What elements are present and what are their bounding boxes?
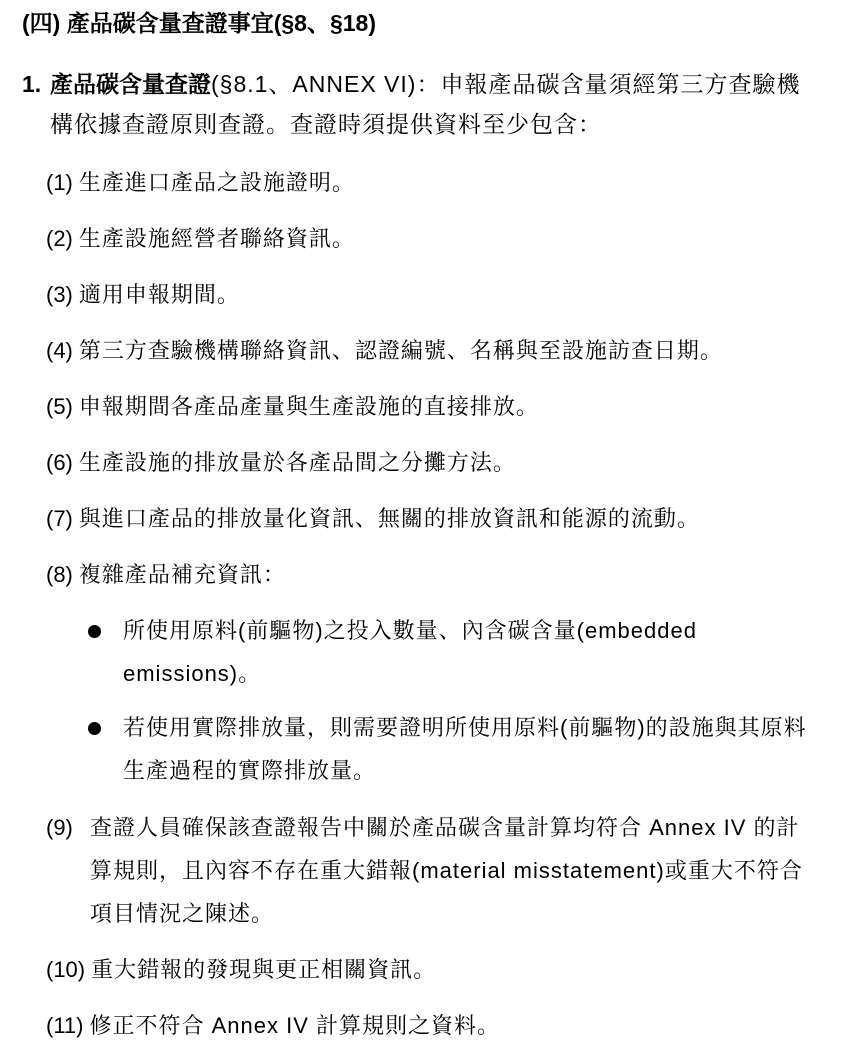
bullet-dot-icon xyxy=(88,722,101,735)
list-item-index: (7) xyxy=(46,506,73,531)
list-item-text: 適用申報期間。 xyxy=(78,282,240,307)
section-title: (四) 產品碳含量查證事宜(§8、§18) xyxy=(22,10,376,36)
list-item-index: (5) xyxy=(46,394,73,419)
subsection-number: 1. xyxy=(22,71,42,97)
bullet-item xyxy=(88,609,818,695)
list-item-index: (1) xyxy=(46,170,73,195)
list-item-index: (2) xyxy=(46,226,73,251)
list-item-text: 修正不符合 Annex IV 計算規則之資料。 xyxy=(89,1013,501,1038)
list-item xyxy=(46,806,816,935)
list-item xyxy=(46,955,436,985)
subsection-heading: 產品碳含量查證 xyxy=(50,71,211,97)
list-item-text: 申報期間各產品產量與生產設施的直接排放。 xyxy=(78,394,539,419)
list-item xyxy=(46,560,286,590)
list-item xyxy=(46,504,700,534)
list-item xyxy=(46,168,355,198)
bullet-dot-icon xyxy=(88,625,101,638)
list-item-text: 重大錯報的發現與更正相關資訊。 xyxy=(91,957,437,982)
list-item-index: (4) xyxy=(46,338,73,363)
list-item xyxy=(46,448,516,478)
list-item-text: 生產進口產品之設施證明。 xyxy=(78,170,355,195)
list-item-text: 第三方查驗機構聯絡資訊、認證編號、名稱與至設施訪查日期。 xyxy=(78,338,723,363)
list-item-text: 生產設施經營者聯絡資訊。 xyxy=(78,226,355,251)
list-item xyxy=(46,224,355,254)
list-item-text: 複雜產品補充資訊： xyxy=(78,562,286,587)
subsection-text: (§8.1、ANNEX VI)：申報產品碳含量須經第三方查驗機構依據查證原則查證。查證時須提供資料至少包含： xyxy=(50,71,801,137)
list-item-text: 查證人員確保該查證報告中關於產品碳含量計算均符合 Annex IV 的計算規則，且內容不存在重大錯報(material misstatement)或重大不符合項目情況之陳述。 xyxy=(90,815,803,926)
list-item-index: (3) xyxy=(46,282,73,307)
subsection-verification xyxy=(22,64,822,144)
list-item-text: 生產設施的排放量於各產品間之分攤方法。 xyxy=(78,450,516,475)
list-item xyxy=(46,280,240,310)
list-item-text: 與進口產品的排放量化資訊、無關的排放資訊和能源的流動。 xyxy=(78,506,700,531)
list-item-index: (8) xyxy=(46,562,73,587)
list-item-index: (6) xyxy=(46,450,73,475)
list-item xyxy=(46,392,539,422)
list-item-index: (9) xyxy=(46,815,73,840)
bullet-item-text: 所使用原料(前驅物)之投入數量、內含碳含量(embedded emissions)。 xyxy=(123,618,697,686)
list-item xyxy=(46,336,723,366)
bullet-item xyxy=(88,706,818,792)
list-item-index: (11) xyxy=(46,1013,84,1038)
list-item xyxy=(46,1011,500,1041)
subsection-body xyxy=(22,64,822,144)
bullet-item-text: 若使用實際排放量，則需要證明所使用原料(前驅物)的設施與其原料生產過程的實際排放量。 xyxy=(123,715,807,783)
list-item-index: (10) xyxy=(46,957,86,982)
